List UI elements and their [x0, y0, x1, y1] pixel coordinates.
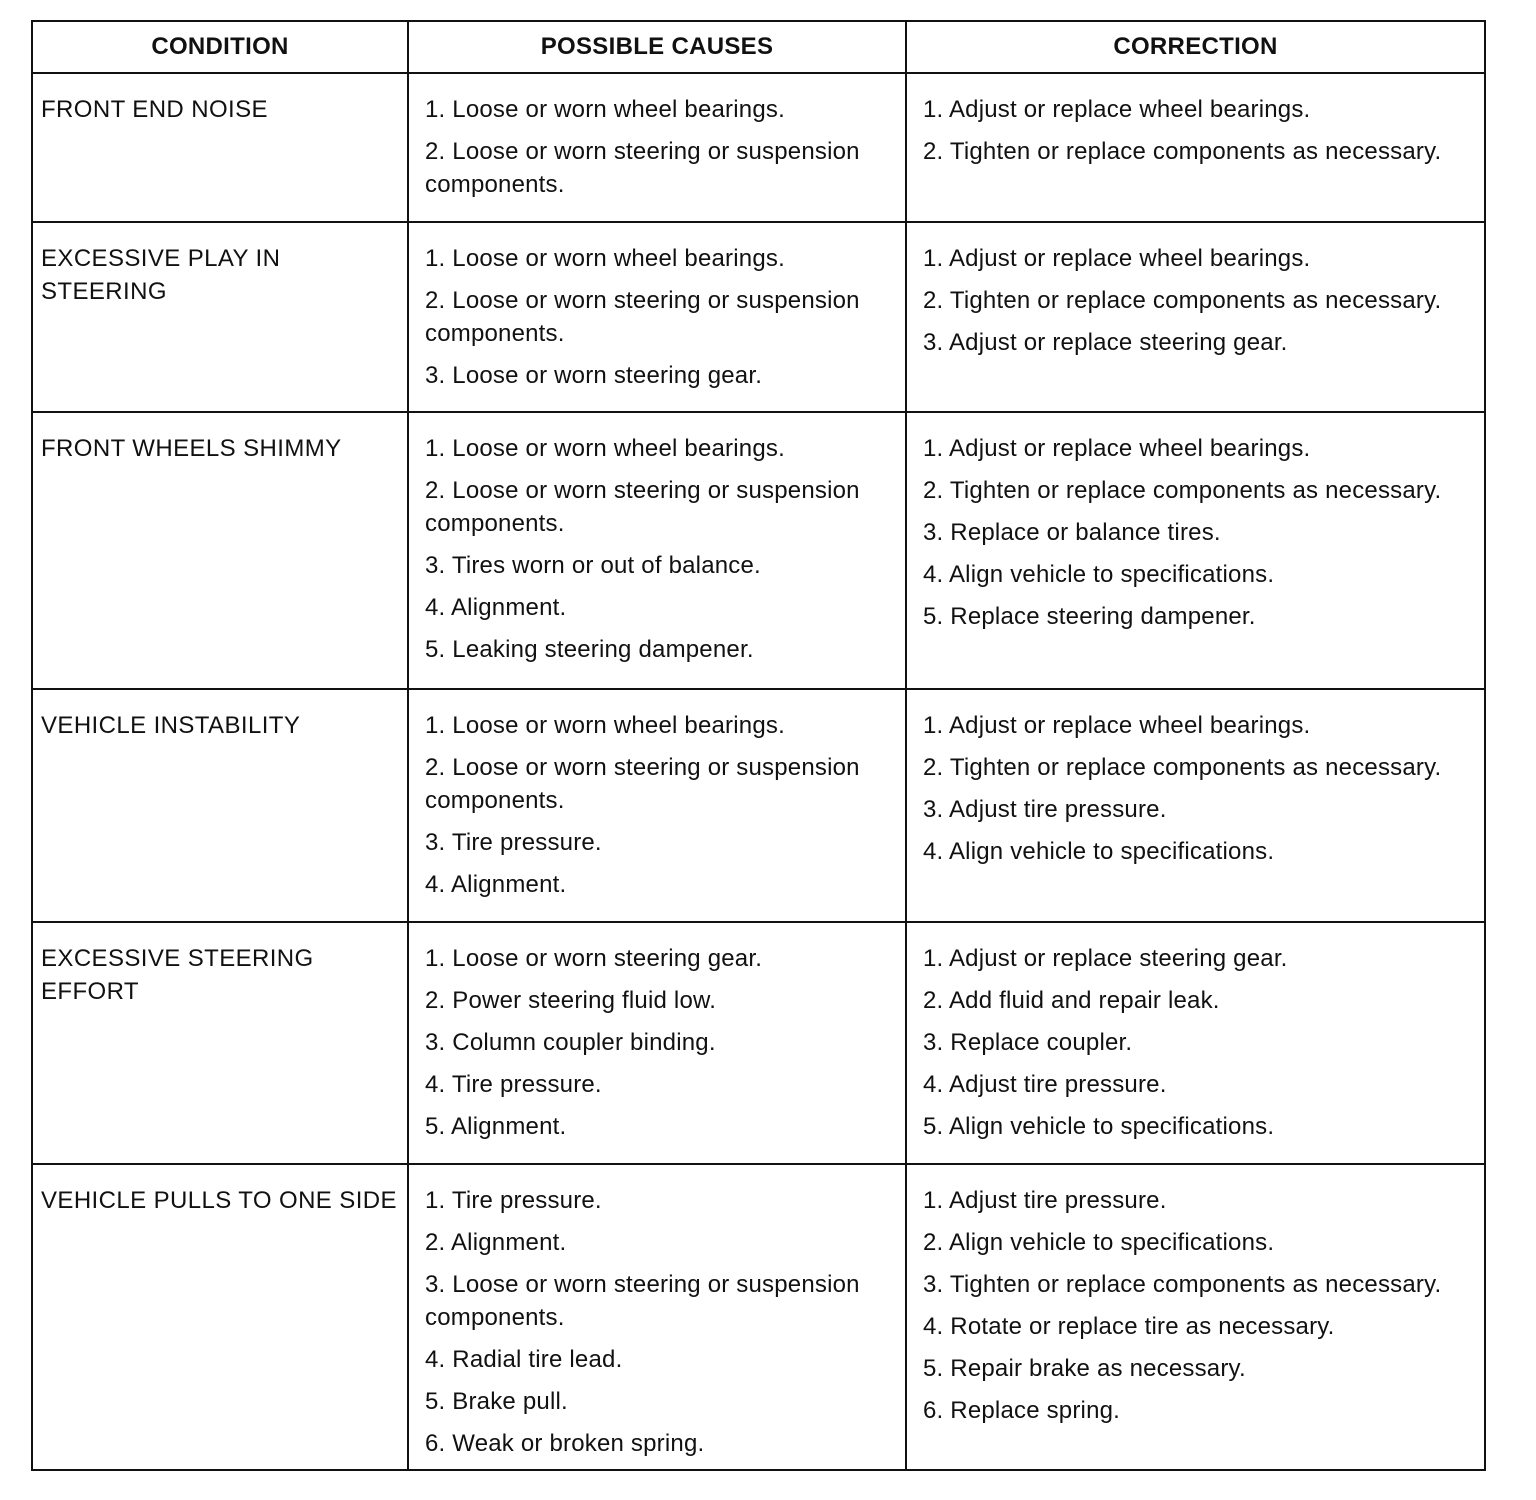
table-header: [32, 21, 1485, 73]
correction-item: 6. Replace spring.: [923, 1397, 1121, 1424]
causes-cell-list: [425, 942, 897, 1143]
correction-item: 5. Replace steering dampener.: [923, 603, 1256, 630]
correction-item: 5. Repair brake as necessary.: [923, 1355, 1246, 1382]
correction-item: 4. Align vehicle to specifications.: [923, 838, 1275, 865]
correction-item: 2. Tighten or replace components as necessary.: [923, 138, 1442, 165]
condition-cell: FRONT WHEELS SHIMMY: [32, 412, 408, 689]
correction-item: 2. Tighten or replace components as necessary.: [923, 754, 1442, 781]
correction-cell: [906, 922, 1485, 1164]
condition-cell: VEHICLE INSTABILITY: [32, 689, 408, 922]
cause-item: 3. Tires worn or out of balance.: [425, 552, 761, 579]
cause-item: 3. Loose or worn steering gear.: [425, 362, 763, 389]
correction-item: 1. Adjust or replace steering gear.: [923, 945, 1288, 972]
causes-cell: [408, 689, 906, 922]
cause-item: 6. Weak or broken spring.: [425, 1430, 705, 1457]
condition-cell: EXCESSIVE STEERING EFFORT: [32, 922, 408, 1164]
header-possible-causes: POSSIBLE CAUSES: [408, 21, 906, 73]
correction-cell: [906, 412, 1485, 689]
correction-cell: [906, 73, 1485, 222]
cause-item: 4. Radial tire lead.: [425, 1346, 623, 1373]
header-row: [32, 21, 1485, 73]
table-row: [32, 1164, 1485, 1470]
cause-item: 3. Tire pressure.: [425, 829, 602, 856]
correction-cell-list: [923, 709, 1476, 868]
correction-item: 2. Align vehicle to specifications.: [923, 1229, 1275, 1256]
correction-item: 1. Adjust or replace wheel bearings.: [923, 435, 1311, 462]
causes-cell-list: [425, 709, 897, 901]
cause-item: 5. Leaking steering dampener.: [425, 636, 754, 663]
causes-cell-list: [425, 93, 897, 201]
condition-cell: EXCESSIVE PLAY IN STEERING: [32, 222, 408, 412]
correction-item: 3. Tighten or replace components as necessary.: [923, 1271, 1442, 1298]
correction-item: 1. Adjust or replace wheel bearings.: [923, 96, 1311, 123]
correction-item: 1. Adjust or replace wheel bearings.: [923, 712, 1311, 739]
cause-item: 5. Brake pull.: [425, 1388, 568, 1415]
correction-cell-list: [923, 242, 1476, 359]
header-correction: CORRECTION: [906, 21, 1485, 73]
correction-item: 3. Replace or balance tires.: [923, 519, 1221, 546]
cause-item: 2. Loose or worn steering or suspension components.: [425, 754, 860, 814]
correction-item: 3. Adjust or replace steering gear.: [923, 329, 1288, 356]
causes-cell-list: [425, 242, 897, 392]
causes-cell: [408, 922, 906, 1164]
causes-cell: [408, 1164, 906, 1470]
cause-item: 1. Loose or worn wheel bearings.: [425, 96, 785, 123]
table-row: [32, 222, 1485, 412]
correction-item: 2. Tighten or replace components as necessary.: [923, 477, 1442, 504]
causes-cell: [408, 222, 906, 412]
causes-cell-list: [425, 432, 897, 666]
correction-cell-list: [923, 93, 1476, 168]
diagnosis-table: [31, 20, 1486, 1471]
cause-item: 3. Loose or worn steering or suspension components.: [425, 1271, 860, 1331]
correction-item: 4. Adjust tire pressure.: [923, 1071, 1167, 1098]
cause-item: 1. Loose or worn wheel bearings.: [425, 712, 785, 739]
correction-item: 4. Rotate or replace tire as necessary.: [923, 1313, 1335, 1340]
table-row: [32, 922, 1485, 1164]
correction-item: 4. Align vehicle to specifications.: [923, 561, 1275, 588]
header-condition: CONDITION: [32, 21, 408, 73]
correction-item: 1. Adjust or replace wheel bearings.: [923, 245, 1311, 272]
correction-cell: [906, 1164, 1485, 1470]
correction-item: 3. Adjust tire pressure.: [923, 796, 1167, 823]
cause-item: 2. Loose or worn steering or suspension components.: [425, 477, 860, 537]
cause-item: 2. Loose or worn steering or suspension components.: [425, 287, 860, 347]
table-body: [32, 73, 1485, 1470]
correction-cell-list: [923, 432, 1476, 633]
causes-cell: [408, 73, 906, 222]
cause-item: 1. Loose or worn steering gear.: [425, 945, 763, 972]
cause-item: 4. Alignment.: [425, 871, 567, 898]
correction-cell-list: [923, 942, 1476, 1143]
condition-cell: FRONT END NOISE: [32, 73, 408, 222]
condition-cell: VEHICLE PULLS TO ONE SIDE: [32, 1164, 408, 1470]
correction-item: 2. Add fluid and repair leak.: [923, 987, 1220, 1014]
correction-item: 1. Adjust tire pressure.: [923, 1187, 1167, 1214]
cause-item: 2. Alignment.: [425, 1229, 567, 1256]
correction-cell: [906, 689, 1485, 922]
cause-item: 4. Tire pressure.: [425, 1071, 602, 1098]
correction-item: 3. Replace coupler.: [923, 1029, 1133, 1056]
table-row: [32, 73, 1485, 222]
cause-item: 3. Column coupler binding.: [425, 1029, 716, 1056]
cause-item: 2. Power steering fluid low.: [425, 987, 717, 1014]
cause-item: 5. Alignment.: [425, 1113, 567, 1140]
correction-cell-list: [923, 1184, 1476, 1427]
correction-item: 2. Tighten or replace components as necessary.: [923, 287, 1442, 314]
table-row: [32, 412, 1485, 689]
causes-cell: [408, 412, 906, 689]
cause-item: 2. Loose or worn steering or suspension components.: [425, 138, 860, 198]
correction-cell: [906, 222, 1485, 412]
cause-item: 1. Loose or worn wheel bearings.: [425, 245, 785, 272]
table-row: [32, 689, 1485, 922]
cause-item: 1. Loose or worn wheel bearings.: [425, 435, 785, 462]
correction-item: 5. Align vehicle to specifications.: [923, 1113, 1275, 1140]
cause-item: 4. Alignment.: [425, 594, 567, 621]
cause-item: 1. Tire pressure.: [425, 1187, 602, 1214]
causes-cell-list: [425, 1184, 897, 1460]
